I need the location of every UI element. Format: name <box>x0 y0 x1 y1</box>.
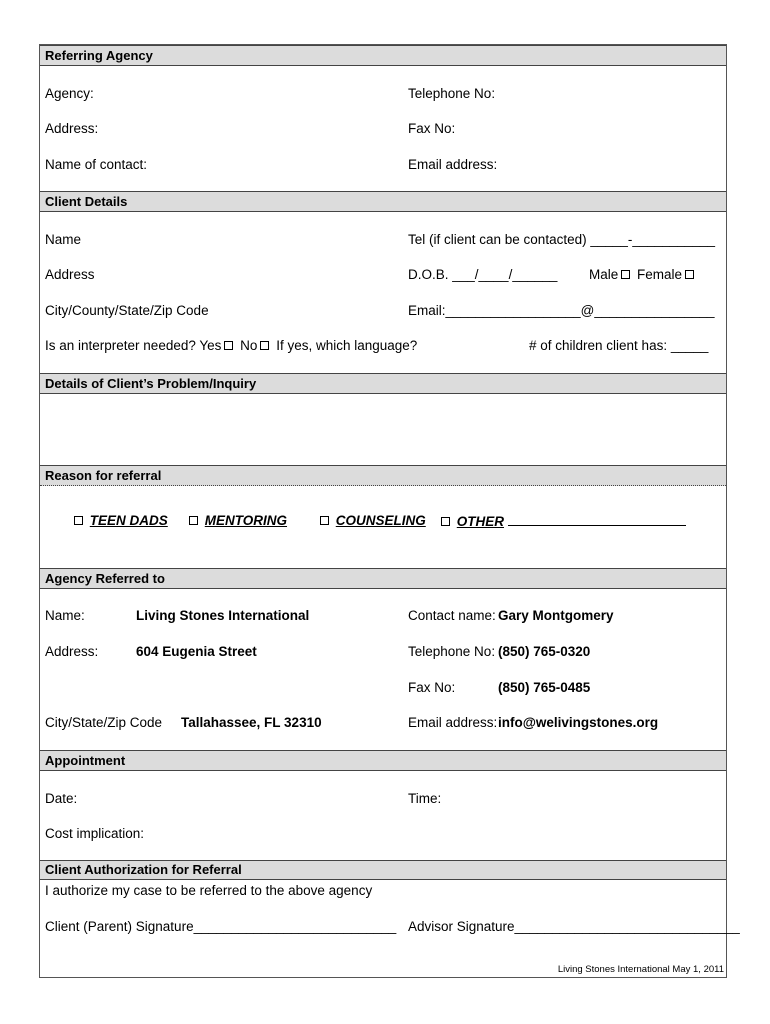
counseling-label: COUNSELING <box>335 513 426 528</box>
referred-name-label: Name: <box>45 608 85 623</box>
authorization-statement: I authorize my case to be referred to the above agency <box>45 883 373 898</box>
contact-label: Name of contact: <box>45 157 148 172</box>
authorization-header: Client Authorization for Referral <box>40 860 726 880</box>
other-checkbox[interactable] <box>441 517 450 526</box>
mentoring-checkbox[interactable] <box>189 516 198 525</box>
appointment-header: Appointment <box>40 750 726 771</box>
reason-other[interactable] <box>438 513 686 530</box>
fax-label: Fax No: <box>408 121 456 136</box>
referred-address-value: 604 Eugenia Street <box>136 644 257 659</box>
appointment-date-label: Date: <box>45 791 78 806</box>
client-details-header: Client Details <box>40 191 726 212</box>
referred-fax-value: (850) 765-0485 <box>498 680 591 695</box>
referred-name-value: Living Stones International <box>136 608 310 623</box>
referred-email-value: info@welivingstones.org <box>498 715 659 730</box>
referred-email-label: Email address: <box>408 715 498 730</box>
children-label: # of children client has: _____ <box>529 338 709 353</box>
other-blank-line[interactable] <box>508 513 686 526</box>
email-label: Email address: <box>408 157 498 172</box>
client-email-label: Email:__________________@________________ <box>408 303 715 318</box>
teen-dads-label: TEEN DADS <box>89 513 168 528</box>
referred-city-label: City/State/Zip Code <box>45 715 163 730</box>
referred-address-label: Address: <box>45 644 99 659</box>
no-checkbox[interactable] <box>260 341 269 350</box>
male-label: Male <box>589 267 619 282</box>
mentoring-label: MENTORING <box>204 513 288 528</box>
dob-label: D.O.B. ___/____/______ <box>408 267 558 282</box>
footer-text: Living Stones International May 1, 2011 <box>557 964 724 975</box>
language-label: If yes, which language? <box>276 338 418 353</box>
female-checkbox[interactable] <box>685 270 694 279</box>
female-label: Female <box>637 267 683 282</box>
teen-dads-checkbox[interactable] <box>74 516 83 525</box>
no-label: No <box>240 338 258 353</box>
advisor-signature-line[interactable]: Advisor Signature______________________________ <box>408 919 740 934</box>
telephone-label: Telephone No: <box>408 86 496 101</box>
client-name-label: Name <box>45 232 82 247</box>
appointment-time-label: Time: <box>408 791 442 806</box>
problem-header: Details of Client’s Problem/Inquiry <box>40 373 726 394</box>
reason-counseling[interactable] <box>317 513 426 529</box>
reason-teen-dads[interactable] <box>71 513 168 529</box>
interpreter-label: Is an interpreter needed? <box>45 338 196 353</box>
referred-contact-label: Contact name: <box>408 608 496 623</box>
reason-header: Reason for referral <box>40 465 726 486</box>
reason-mentoring[interactable] <box>186 513 287 529</box>
referred-contact-value: Gary Montgomery <box>498 608 614 623</box>
interpreter-row <box>45 338 417 354</box>
yes-checkbox[interactable] <box>224 341 233 350</box>
referred-fax-label: Fax No: <box>408 680 456 695</box>
referred-tel-label: Telephone No: <box>408 644 496 659</box>
client-tel-label: Tel (if client can be contacted) _____-___________ <box>408 232 715 247</box>
counseling-checkbox[interactable] <box>320 516 329 525</box>
address-label: Address: <box>45 121 99 136</box>
gender-choice <box>589 267 697 283</box>
referring-agency-header: Referring Agency <box>40 45 726 66</box>
yes-label: Yes <box>199 338 222 353</box>
referred-city-value: Tallahassee, FL 32310 <box>181 715 322 730</box>
agency-label: Agency: <box>45 86 94 101</box>
other-label: OTHER <box>456 514 505 529</box>
client-address-label: Address <box>45 267 95 282</box>
client-city-label: City/County/State/Zip Code <box>45 303 209 318</box>
referred-tel-value: (850) 765-0320 <box>498 644 591 659</box>
cost-implication-label: Cost implication: <box>45 826 145 841</box>
agency-referred-header: Agency Referred to <box>40 568 726 589</box>
client-signature-line[interactable]: Client (Parent) Signature___________________________ <box>45 919 397 934</box>
male-checkbox[interactable] <box>621 270 630 279</box>
